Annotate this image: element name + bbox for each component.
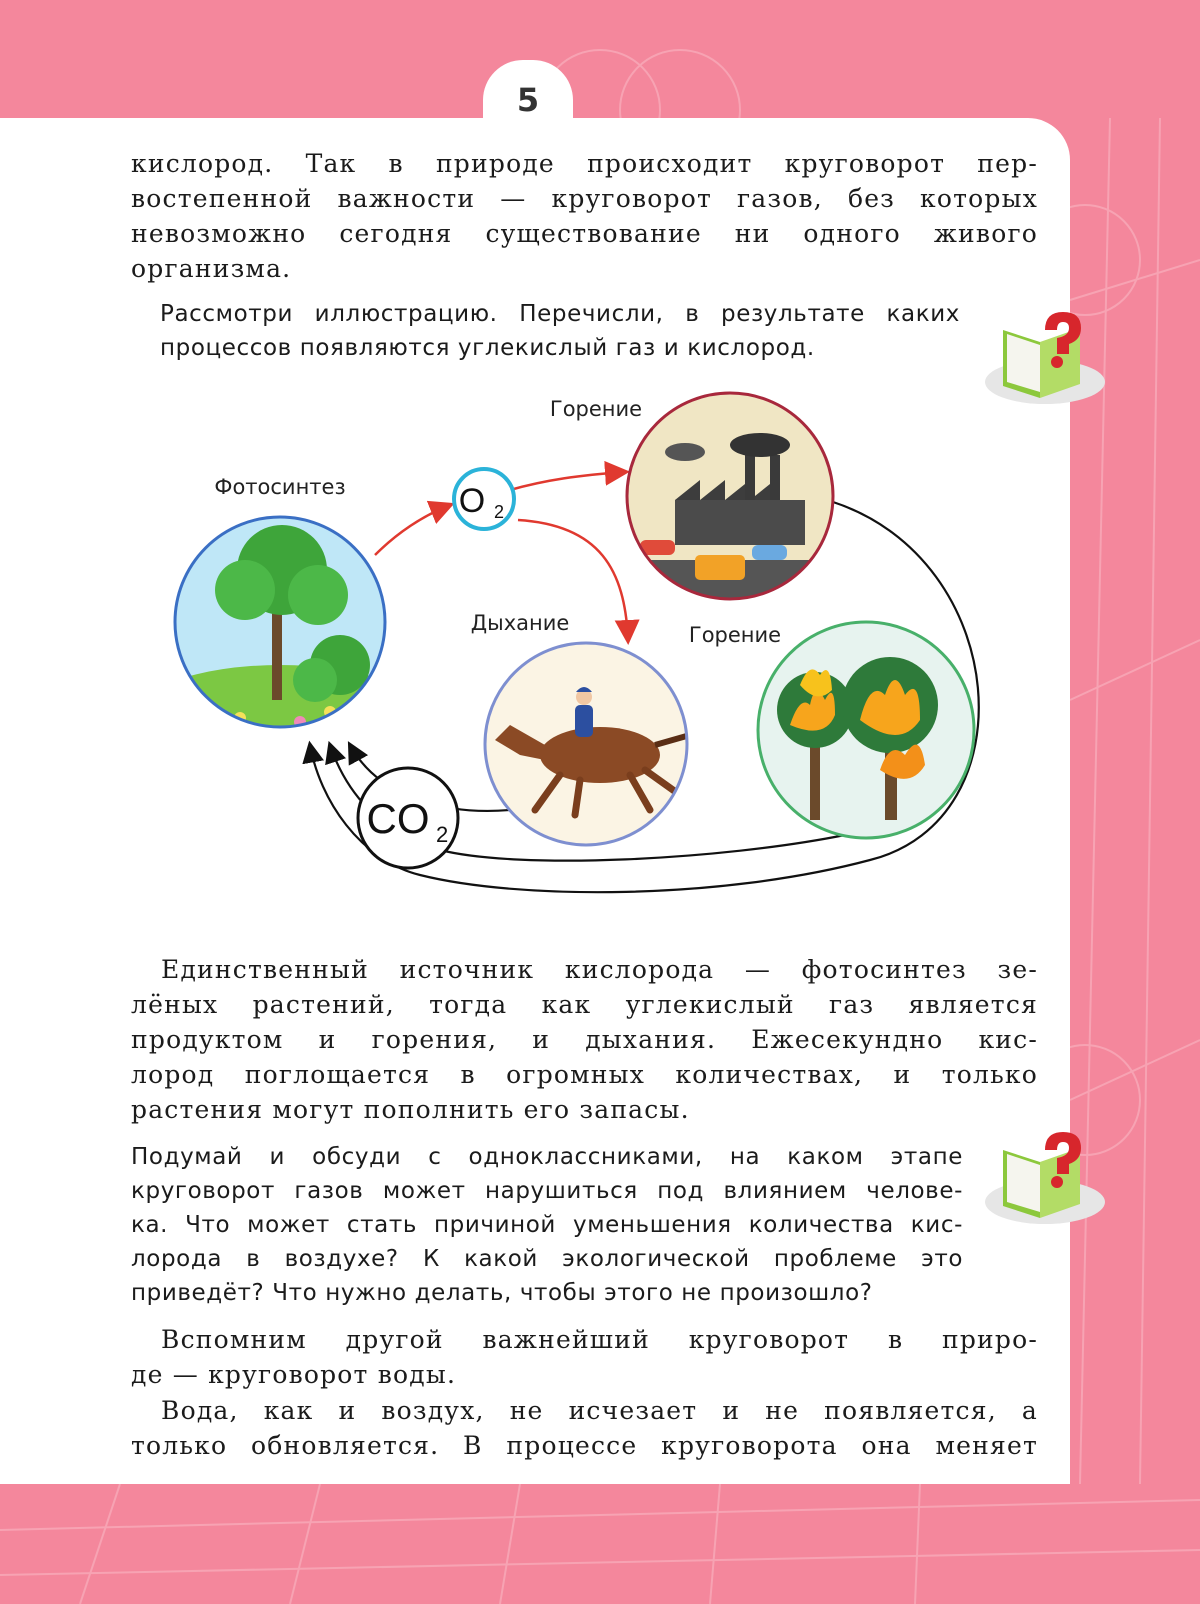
- label-photosynthesis: Фотосинтез: [214, 475, 346, 499]
- text-line: лорода в воздухе? К какой экологической проблеме это: [131, 1246, 963, 1272]
- text-line: лород поглощается в огромных количествах, и только: [131, 1060, 1038, 1089]
- text-line: де — круговорот воды.: [131, 1360, 457, 1389]
- text-line: только обновляется. В процессе круговорота она меняет: [131, 1431, 1038, 1460]
- text-line: Вспомним другой важнейший круговорот в приро-: [161, 1325, 1038, 1354]
- paragraph-bottom-2: [131, 1393, 1038, 1463]
- text-line: Вода, как и воздух, не исчезает и не появляется, а: [161, 1396, 1038, 1425]
- text-line: востепенной важности — круговорот газов, без которых: [131, 184, 1038, 213]
- text-line: круговорот газов может нарушиться под влиянием челове-: [131, 1178, 963, 1204]
- paragraph-bottom-1: [131, 1322, 1038, 1392]
- text-line: кислород. Так в природе происходит круговорот пер-: [131, 149, 1038, 178]
- burning-factory-picture: [625, 393, 835, 605]
- gas-cycle-diagram: [0, 380, 1070, 920]
- o2-badge: [454, 469, 514, 529]
- paragraph-middle: [131, 952, 1038, 1127]
- text-line: невозможно сегодня существование ни одного живого: [131, 219, 1038, 248]
- co2-symbol: CO: [366, 795, 430, 842]
- task-2: [131, 1140, 963, 1310]
- arrow-o2-burning: [510, 472, 625, 490]
- text-line: лёных растений, тогда как углекислый газ является: [131, 990, 1038, 1019]
- text-line: процессов появляются углекислый газ и кислород.: [160, 335, 815, 361]
- text-line: Единственный источник кислорода — фотосинтез зе-: [161, 955, 1038, 984]
- question-book-icon: [985, 1130, 1115, 1230]
- text-line: ка. Что может стать причиной уменьшения количества кис-: [131, 1212, 963, 1238]
- text-line: растения могут пополнить его запасы.: [131, 1095, 690, 1124]
- label-breathing: Дыхание: [470, 611, 570, 635]
- paragraph-top: [131, 146, 1038, 286]
- text-line: организма.: [131, 254, 292, 283]
- text-line: Подумай и обсуди с одноклассниками, на каком этапе: [131, 1144, 963, 1170]
- breathing-horse-picture: [485, 643, 690, 848]
- page-number: 5: [483, 60, 573, 140]
- label-burning-2: Горение: [688, 623, 782, 647]
- photosynthesis-picture: [130, 515, 430, 775]
- o2-symbol: O: [458, 482, 486, 520]
- co2-subscript: 2: [436, 822, 449, 847]
- text-line: приведёт? Что нужно делать, чтобы этого не произошло?: [131, 1280, 873, 1306]
- text-line: продуктом и горения, и дыхания. Ежесекундно кис-: [131, 1025, 1038, 1054]
- o2-subscript: 2: [494, 502, 505, 522]
- task-1: [160, 297, 960, 365]
- arrow-photosynthesis-o2: [375, 505, 450, 555]
- text-line: Рассмотри иллюстрацию. Перечисли, в результате каких: [160, 301, 960, 327]
- co2-badge: [358, 768, 458, 868]
- label-burning-1: Горение: [549, 397, 643, 421]
